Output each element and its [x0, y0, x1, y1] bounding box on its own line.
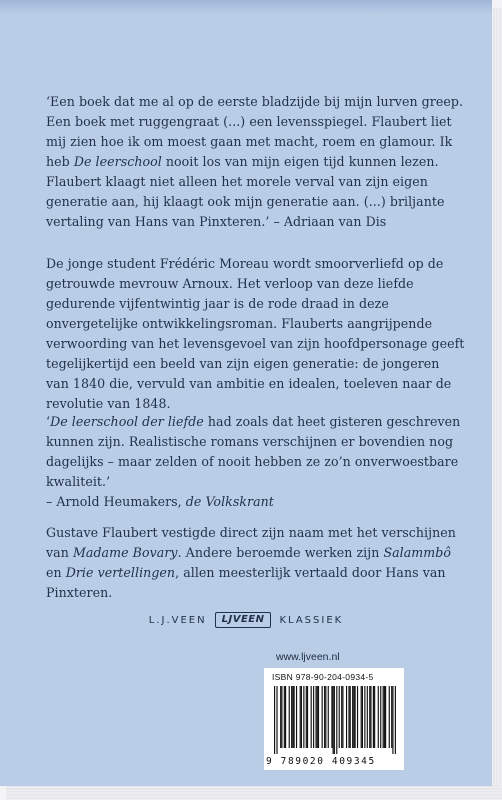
review2-source: – Arnold Heumakers,	[46, 494, 186, 509]
isbn-number: ISBN 978-90-204-0934-5	[272, 672, 374, 682]
book-summary: De jonge student Frédéric Moreau wordt smoorverliefd op de getrouwde mevrouw Arnoux. Het verloop van deze liefde gedurende vijfentwintig jaar is de rode draad in deze onvergetelijke ontwikkelingsroman. Flauberts aangrijpende verwoording van het levensgevoel van zijn hoofdpersonage geeft tegelijkertijd een beeld van zijn eigen generatie: de jongeren van 1840 die, vervuld van ambitie en idealen, toeleven naar de revolutie van 1848.	[46, 256, 465, 411]
review2-newspaper: de Volkskrant	[185, 494, 274, 509]
review1-book-title: De leerschool	[73, 154, 162, 169]
barcode-digits: 9 789020 409345	[266, 756, 376, 767]
publisher-name: L.J.VEEN	[148, 614, 207, 626]
publisher-brand	[0, 610, 492, 630]
publisher-logo: LJVEEN	[215, 612, 272, 628]
review-adriaan-van-dis	[46, 92, 466, 232]
author-text-a: Gustave Flaubert vestigde direct zijn naam met het verschijnen van	[46, 525, 456, 560]
author-book-1: Madame Bovary	[72, 545, 178, 560]
author-book-3: Drie vertellingen	[65, 565, 176, 580]
page-edges-bottom	[6, 786, 502, 800]
review2-book-title: De leerschool der liefde	[50, 414, 204, 429]
author-book-2: Salammbô	[383, 545, 452, 560]
review2-text: had zoals dat heet gisteren geschreven kunnen zijn. Realistische romans verschijnen er bovendien nog dagelijks – maar zelden of nooit hebben ze zo’n onverwoestbare kwaliteit.’	[46, 414, 461, 489]
author-text-d: , allen meesterlijk vertaald door Hans van Pinxteren.	[46, 565, 446, 600]
barcode-label	[264, 668, 404, 770]
series-name: KLASSIEK	[279, 614, 344, 626]
author-text-b: . Andere beroemde werken zijn	[177, 545, 384, 560]
author-bio	[46, 523, 466, 603]
cover-top-edge	[0, 0, 492, 14]
review-volkskrant: ‘De leerschool der liefde had zoals dat heet gisteren geschreven kunnen zijn. Realistische romans verschijnen er bovendien nog dagelijks – maar zelden of nooit hebben ze zo’n onverwoestbare kwaliteit.’ – Arnold Heumakers, de Volkskrant	[46, 414, 461, 509]
page-edges-right	[492, 8, 502, 800]
author-text-c: en	[46, 565, 66, 580]
review1-text-a: ‘Een boek dat me al op de eerste bladzijde bij mijn lurven greep. Een boek met ruggengraat (...) een levensspiegel. Flaubert liet mij zien hoe ik om moest gaan met macht, roem en glamour. Ik heb	[46, 94, 464, 169]
review1-text-b: nooit los van mijn eigen tijd kunnen lezen. Flaubert klaagt niet alleen het morele verval van zijn eigen generatie aan, hij klaagt ook mijn generatie aan. (...) briljante vertaling van Hans van Pinxteren.’ – Adriaan van Dis	[46, 154, 445, 229]
barcode-icon	[274, 686, 396, 754]
publisher-website: www.ljveen.nl	[276, 651, 340, 663]
